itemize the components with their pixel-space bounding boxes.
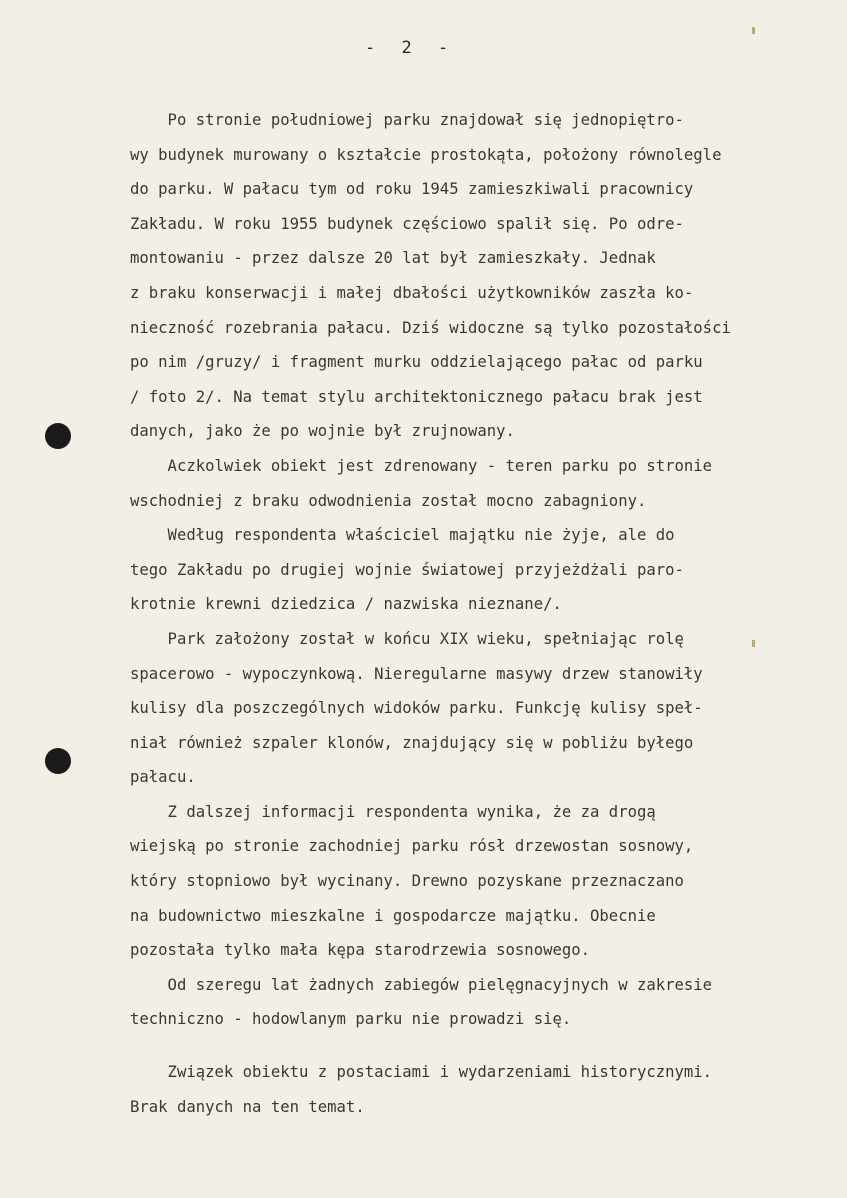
text-line: spacerowo - wypoczynkową. Nieregularne masywy drzew stanowiły bbox=[130, 664, 703, 683]
punch-hole bbox=[45, 423, 71, 449]
text-line: / foto 2/. Na temat stylu architektonicznego pałacu brak jest bbox=[130, 387, 703, 406]
text-line: niał również szpaler klonów, znajdujący się w pobliżu byłego bbox=[130, 733, 694, 752]
text-line: montowaniu - przez dalsze 20 lat był zamieszkały. Jednak bbox=[130, 249, 656, 268]
text-line: Po stronie południowej parku znajdował się jednopiętro- bbox=[130, 111, 684, 129]
text-line: techniczno - hodowlanym parku nie prowadzi się. bbox=[130, 1010, 572, 1029]
punch-hole bbox=[45, 748, 71, 774]
document-body bbox=[130, 103, 810, 1124]
text-line: tego Zakładu po drugiej wojnie światowej przyjeżdżali paro- bbox=[130, 560, 684, 579]
text-line: Z dalszej informacji respondenta wynika, że za drogą bbox=[130, 802, 656, 821]
text-line: danych, jako że po wojnie był zrujnowany. bbox=[130, 422, 515, 441]
text-block-main bbox=[130, 103, 810, 1037]
text-line: kulisy dla poszczególnych widoków parku. Funkcję kulisy speł- bbox=[130, 699, 703, 718]
text-line: pozostała tylko mała kępa starodrzewia sosnowego. bbox=[130, 941, 591, 960]
text-line: po nim /gruzy/ i fragment murku oddzielającego pałac od parku bbox=[130, 353, 703, 372]
text-line: Według respondenta właściciel majątku nie żyje, ale do bbox=[130, 526, 675, 545]
page-number: - 2 - bbox=[365, 38, 457, 58]
text-line: Aczkolwiek obiekt jest zdrenowany - teren parku po stronie bbox=[130, 456, 713, 475]
text-line: wiejską po stronie zachodniej parku rósł drzewostan sosnowy, bbox=[130, 837, 694, 856]
text-block-historical bbox=[130, 1055, 810, 1124]
text-line: wschodniej z braku odwodnienia został mocno zabagniony. bbox=[130, 491, 647, 510]
section-heading-line: Związek obiektu z postaciami i wydarzeniami historycznymi. bbox=[130, 1063, 713, 1082]
text-line: do parku. W pałacu tym od roku 1945 zamieszkiwali pracownicy bbox=[130, 180, 694, 199]
text-line: z braku konserwacji i małej dbałości użytkowników zaszła ko- bbox=[130, 283, 694, 302]
text-line: Od szeregu lat żadnych zabiegów pielęgnacyjnych w zakresie bbox=[130, 975, 713, 994]
text-line: na budownictwo mieszkalne i gospodarcze majątku. Obecnie bbox=[130, 906, 656, 925]
text-line: nieczność rozebrania pałacu. Dziś widoczne są tylko pozostałości bbox=[130, 318, 731, 337]
text-line: który stopniowo był wycinany. Drewno pozyskane przeznaczano bbox=[130, 872, 684, 891]
section-gap bbox=[130, 1037, 810, 1055]
text-line: wy budynek murowany o kształcie prostokąta, położony równolegle bbox=[130, 145, 722, 164]
text-line: Park założony został w końcu XIX wieku, spełniając rolę bbox=[130, 629, 684, 648]
text-line: Brak danych na ten temat. bbox=[130, 1097, 365, 1116]
text-line: Zakładu. W roku 1955 budynek częściowo spalił się. Po odre- bbox=[130, 214, 684, 233]
text-line: krotnie krewni dziedzica / nazwiska nieznane/. bbox=[130, 595, 562, 614]
text-line: pałacu. bbox=[130, 768, 196, 787]
paper-mark bbox=[752, 27, 755, 34]
